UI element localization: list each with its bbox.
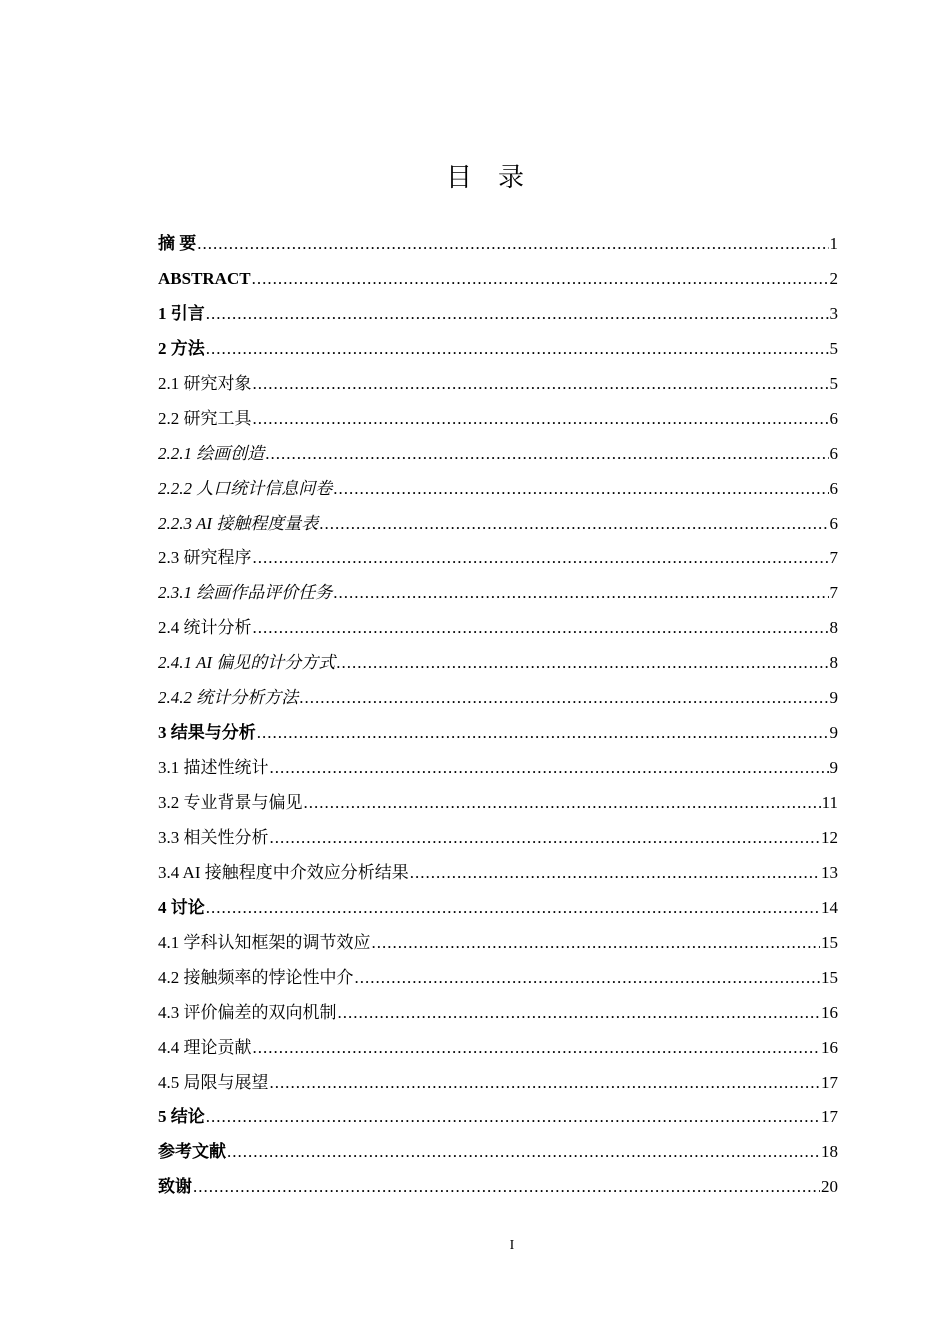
toc-dot-leader [270, 1066, 821, 1101]
toc-entry-page: 3 [829, 303, 838, 323]
toc-entry-page: 16 [821, 1002, 838, 1022]
toc-dot-leader [193, 1170, 820, 1205]
toc-entry-label: 摘 要 [158, 234, 197, 253]
toc-dot-leader [253, 402, 829, 437]
toc-entry-page: 16 [821, 1037, 838, 1057]
toc-dot-leader [304, 786, 821, 821]
toc-entry[interactable] [158, 716, 838, 751]
toc-entry-label: 2 方法 [158, 338, 205, 358]
toc-dot-leader [252, 262, 829, 297]
toc-entry-label: 5 结论 [158, 1107, 205, 1127]
toc-entry[interactable] [158, 681, 838, 716]
toc-dot-leader [410, 856, 820, 891]
toc-dot-leader [253, 611, 829, 646]
toc-entry[interactable] [158, 1066, 838, 1101]
toc-entry-page: 18 [821, 1142, 838, 1162]
toc-entry-label: 2.4.1 AI 偏见的计分方式 [158, 653, 336, 673]
toc-entry-page: 13 [821, 862, 838, 882]
toc-entry[interactable] [158, 611, 838, 646]
toc-dot-leader [206, 297, 829, 332]
toc-entry[interactable] [158, 1170, 838, 1205]
toc-entry[interactable] [158, 996, 838, 1031]
toc-entry-page: 17 [821, 1107, 838, 1127]
toc-entry[interactable] [158, 786, 838, 821]
page-number: I [509, 1238, 515, 1253]
toc-entry-page: 6 [829, 443, 838, 463]
toc-dot-leader [336, 646, 828, 681]
toc-entry-label: 3.4 AI 接触程度中介效应分析结果 [158, 862, 409, 882]
toc-entry-label: 2.3.1 绘画作品评价任务 [158, 583, 333, 603]
toc-entry[interactable] [158, 227, 838, 262]
toc-entry-label: 3.1 描述性统计 [158, 758, 269, 778]
toc-entry-label: 4.4 理论贡献 [158, 1037, 252, 1057]
toc-entry-label: 2.2.2 人口统计信息问卷 [158, 478, 333, 498]
toc-entry-page: 2 [829, 268, 838, 288]
toc-entry[interactable] [158, 332, 838, 367]
toc-entry[interactable] [158, 926, 838, 961]
toc-dot-leader [270, 821, 821, 856]
toc-entry-label: 3.3 相关性分析 [158, 827, 269, 847]
toc-entry[interactable] [158, 961, 838, 996]
toc-entry-page: 9 [829, 688, 838, 708]
toc-entry-label: 1 引言 [158, 303, 205, 323]
toc-entry[interactable] [158, 1100, 838, 1135]
toc-entry-label: ABSTRACT [158, 268, 251, 288]
toc-title: 目录 [445, 163, 550, 192]
toc-dot-leader [338, 996, 821, 1031]
toc-entry-label: 4.1 学科认知框架的调节效应 [158, 932, 371, 952]
toc-entry-page: 15 [821, 932, 838, 952]
toc-entry-label: 4 讨论 [158, 897, 205, 917]
toc-entry-page: 8 [829, 653, 838, 673]
toc-entry-page: 20 [821, 1177, 838, 1197]
toc-entry-page: 17 [821, 1072, 838, 1092]
toc-entry-page: 15 [821, 967, 838, 987]
toc-entry[interactable] [158, 891, 838, 926]
toc-dot-leader [227, 1135, 820, 1170]
toc-entry-page: 6 [829, 478, 838, 498]
toc-entry-page: 5 [829, 373, 838, 393]
toc-dot-leader [270, 751, 829, 786]
toc-entry-page: 5 [829, 338, 838, 358]
toc-entry-label: 3.2 专业背景与偏见 [158, 793, 303, 812]
toc-entry-page: 7 [829, 583, 838, 603]
toc-entry[interactable] [158, 576, 838, 611]
toc-entry[interactable] [158, 507, 838, 542]
toc-entry-label: 致谢 [158, 1177, 192, 1197]
toc-entry-label: 2.2.1 绘画创造 [158, 443, 265, 463]
toc-entry[interactable] [158, 646, 838, 681]
toc-dot-leader [206, 891, 820, 926]
toc-entry-label: 2.1 研究对象 [158, 373, 252, 393]
toc-entry[interactable] [158, 1135, 838, 1170]
toc-dot-leader [355, 961, 821, 996]
toc-entry-page: 6 [829, 408, 838, 428]
toc-dot-leader [319, 507, 828, 542]
toc-dot-leader [253, 367, 829, 402]
toc-entry[interactable] [158, 297, 838, 332]
toc-entry-label: 4.3 评价偏差的双向机制 [158, 1002, 337, 1022]
toc-dot-leader [206, 332, 829, 367]
toc-entry[interactable] [158, 821, 838, 856]
toc-entry[interactable] [158, 856, 838, 891]
toc-entry-label: 参考文献 [158, 1142, 226, 1162]
toc-entry-label: 4.5 局限与展望 [158, 1072, 269, 1092]
toc-dot-leader [333, 472, 828, 507]
toc-entry-label: 2.4 统计分析 [158, 618, 252, 638]
toc-dot-leader [253, 1031, 821, 1066]
toc-entry[interactable] [158, 402, 838, 437]
toc-entry[interactable] [158, 367, 838, 402]
toc-dot-leader [333, 576, 828, 611]
toc-entry[interactable] [158, 1031, 838, 1066]
toc-dot-leader [265, 437, 828, 472]
toc-entry-page: 9 [829, 758, 838, 778]
toc-entry-label: 2.3 研究程序 [158, 548, 252, 568]
toc-entry[interactable] [158, 751, 838, 786]
toc-entry-label: 3 结果与分析 [158, 723, 256, 743]
toc-entry-label: 2.4.2 统计分析方法 [158, 688, 299, 708]
toc-entry-label: 2.2.3 AI 接触程度量表 [158, 513, 319, 533]
toc-dot-leader [372, 926, 821, 961]
toc-entry-label: 2.2 研究工具 [158, 408, 252, 428]
toc-entry-page: 1 [829, 234, 838, 253]
toc-entry-page: 11 [821, 793, 838, 812]
toc-entry-page: 12 [821, 827, 838, 847]
toc-list [158, 227, 838, 1205]
toc-entry[interactable] [158, 437, 838, 472]
toc-entry-page: 6 [829, 513, 838, 533]
toc-dot-leader [206, 1100, 820, 1135]
toc-entry-page: 9 [829, 723, 838, 743]
toc-dot-leader [299, 681, 828, 716]
toc-entry-page: 8 [829, 618, 838, 638]
toc-entry-page: 7 [829, 548, 838, 568]
toc-dot-leader [253, 541, 829, 576]
toc-entry-label: 4.2 接触频率的悖论性中介 [158, 967, 354, 987]
toc-entry[interactable] [158, 262, 838, 297]
toc-dot-leader [197, 227, 828, 262]
toc-entry[interactable] [158, 472, 838, 507]
toc-entry-page: 14 [821, 897, 838, 917]
toc-dot-leader [257, 716, 829, 751]
toc-entry[interactable] [158, 541, 838, 576]
